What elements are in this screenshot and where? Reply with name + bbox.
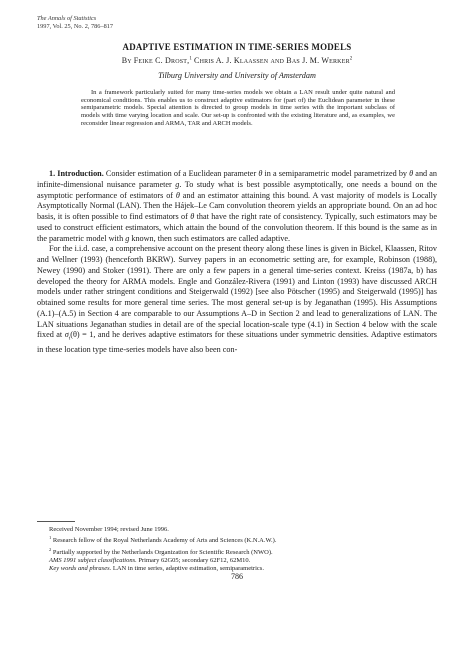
- math-sigma-arg: (θ): [70, 330, 80, 340]
- page-number: 786: [231, 572, 243, 581]
- section-heading: 1. Introduction.: [49, 169, 104, 178]
- footnote-2: [37, 546, 437, 557]
- abstract: In a framework particularly suited for many time-series models we obtain a LAN result under quite natural and economical conditions. This enables us to construct adaptive estimators for (part of) the Euclidean parameter in these semiparametric models. Special attention is directed to group models in time series with the important subclass of models with time varying location and scale. Our set-up is confronted with the existing literature and, as examples, we reconsider linear regression and ARMA, TAR and ARCH models.: [81, 89, 395, 127]
- math-theta: θ: [409, 169, 414, 178]
- math-theta: θ: [175, 190, 180, 200]
- footnote-text: Partially supported by the Netherlands Organization for Scientific Research (NWO).: [51, 548, 273, 556]
- math-g: g: [125, 233, 130, 243]
- intro-paragraph-1: [37, 169, 437, 244]
- ams-text: Primary 62G05; secondary 62F12, 62M10.: [136, 556, 251, 564]
- author-footnote-mark-2: 2: [349, 56, 353, 62]
- math-sigma: σ: [64, 330, 69, 340]
- footnotes: [37, 526, 437, 573]
- ams-label: AMS: [49, 556, 62, 564]
- body-text: [37, 169, 437, 355]
- math-theta: θ: [190, 212, 195, 221]
- math-sigma-subscript: t: [68, 335, 71, 342]
- affiliation: Tilburg University and University of Amsterdam: [158, 71, 316, 80]
- text-run: and an infinite-dimensional nuisance parameter: [37, 169, 437, 189]
- author-drost: Feike C. Drost,: [133, 56, 190, 65]
- intro-paragraph-2: [37, 244, 437, 355]
- journal-volume: 1997, Vol. 25, No. 2, 786–817: [37, 22, 114, 30]
- text-run: . To study what is best possible asymptotically, one needs a bound on the asymptotic performance of estimators of: [37, 179, 437, 200]
- keywords-text: LAN in time series, adaptive estimation, semiparametrics.: [111, 565, 264, 573]
- journal-name: The Annals of Statistics: [37, 15, 97, 22]
- author-klaassen-werker: Chris A. J. Klaassen and Bas J. M. Werker: [191, 56, 350, 65]
- received-line: Received November 1994; revised June 1996.: [49, 526, 169, 533]
- author-footnote-mark-1: 1: [189, 56, 192, 62]
- text-run: in a semiparametric model parametrized by: [262, 169, 410, 178]
- ams-classification: [37, 557, 437, 565]
- footnote-1: [37, 534, 437, 545]
- keywords-label: Key words and phrases.: [49, 565, 112, 573]
- paper-title: ADAPTIVE ESTIMATION IN TIME-SERIES MODELS: [122, 42, 352, 52]
- text-run: that have the right rate of consistency. Typically, such estimators may be used to construct efficient estimators, which attain the bound of the convolution theorem. If this bound is the same as in the parametric model with: [37, 212, 438, 243]
- math-g: g: [175, 179, 180, 189]
- footnote-mark: 1: [49, 535, 52, 541]
- text-run: and an estimator attaining this bound. A vast majority of models is Locally Asymptotically Normal (LAN). Then the Hájek–Le Cam convolution theorem yields an appropriate bound. On an ad hoc basis, it is often possible to find estimators of: [37, 190, 437, 221]
- ams-label-rest: 1991 subject classifications.: [61, 556, 137, 564]
- text-run: For the i.i.d. case, a comprehensive account on the present theory along these lines is given in Bickel, Klaassen, Ritov and Wellner (1993) (henceforth BKRW). Survey papers in an econometric setting are, for example, Robinson (1988), Newey (1990) and Stoker (1991). There are only a few papers in a general time-series context. Kreiss (1987a, b) has developed the theory for ARMA models. Engle and González-Rivera (1991) and Linton (1993) have discussed ARCH models under rather stringent conditions and Steigerwald (1992) [see also Pötscher (1995) and Steigerwald (1995)] has obtained some results for more general time series. The most general set-up is by Jeganathan (1995). His Assumptions (A.1)–(A.5) in Section 4 are comparable to our Assumptions A–D in Section 2 and lead to generalizations of LAN. The LAN situations Jeganathan studies in detail are of the special location-scale type (4.1) in Section 4 below with the scale fixed at: [37, 244, 437, 340]
- author-line: [0, 56, 474, 65]
- footnote-rule: [37, 521, 75, 522]
- math-equals-one: = 1: [79, 330, 94, 340]
- footnote-mark: 2: [49, 546, 52, 552]
- footnote-text: Research fellow of the Royal Netherlands Academy of Arts and Sciences (K.N.A.W.).: [51, 537, 277, 545]
- text-run: Consider estimation of a Euclidean parameter: [105, 169, 259, 178]
- text-run: known, then such estimators are called adaptive.: [129, 233, 291, 243]
- text-run: , and he derives adaptive estimators for these situations under symmetric densities. Adaptive estimators in these location type time-series models have also been con-: [37, 330, 437, 354]
- journal-header: [37, 15, 113, 30]
- author-by: By: [121, 56, 132, 65]
- math-theta: θ: [258, 169, 263, 178]
